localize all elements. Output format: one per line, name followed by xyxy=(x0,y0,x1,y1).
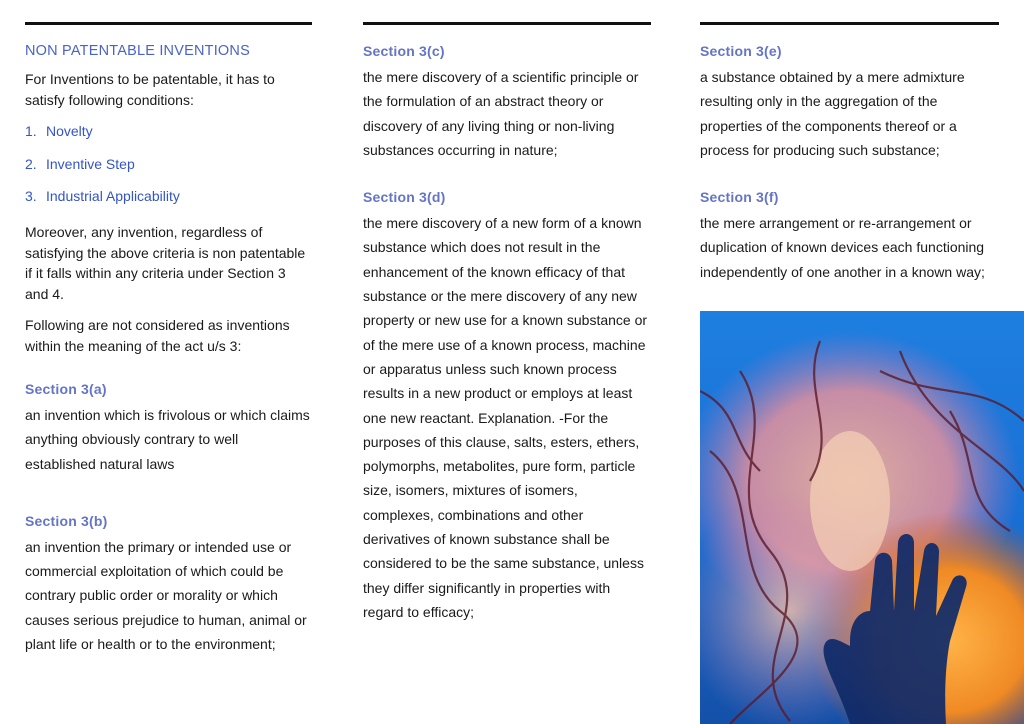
top-rule xyxy=(25,22,312,25)
column-1 xyxy=(25,22,312,656)
section-3d-text: the mere discovery of a new form of a known substance which does not result in the enhancement of the known efficacy of that substance or the mere discovery of any new property or new use for a known substance or of the mere use of a known process, machine or apparatus unless such known process results in a new product or employs at least one new reactant. Explanation. -For the purposes of this clause, salts, esters, ethers, polymorphs, metabolites, pure form, particle size, isomers, mixtures of isomers, complexes, combinations and other derivatives of known substance shall be considered to be the same substance, unless they differ significantly in properties with regard to efficacy; xyxy=(363,215,648,620)
section-3b-title: Section 3(b) xyxy=(25,512,108,529)
moreover-text: Moreover, any invention, regardless of satisfying the above criteria is non patentable if it falls within any criteria under Section 3 and 4. xyxy=(25,224,306,302)
section-3f-title: Section 3(f) xyxy=(700,189,779,206)
section-3c-text: the mere discovery of a scientific principle or the formulation of an abstract theory or discovery of any living thing or non-living substances occurring in nature; xyxy=(363,69,639,158)
section-3a-text: an invention which is frivolous or which claims anything obviously contrary to well established natural laws xyxy=(25,407,310,472)
section-3a-title: Section 3(a) xyxy=(25,381,107,397)
list-item: 2. Inventive Step xyxy=(25,155,135,172)
intro-text: For Inventions to be patentable, it has to satisfy following conditions: xyxy=(25,71,275,108)
top-rule xyxy=(700,22,999,25)
jellyfish-photo xyxy=(700,311,1024,724)
section-3c-title: Section 3(c) xyxy=(363,43,445,59)
page-title: NON PATENTABLE INVENTIONS xyxy=(25,43,250,59)
list-item: 3. Industrial Applicability xyxy=(25,188,180,204)
section-3e-text: a substance obtained by a mere admixture resulting only in the aggregation of the properties of the components thereof or a process for producing such substance; xyxy=(700,69,965,158)
top-rule xyxy=(363,22,651,25)
section-3e-title: Section 3(e) xyxy=(700,43,782,59)
conditions-list xyxy=(25,121,312,206)
column-2 xyxy=(363,22,651,624)
section-3f-text: the mere arrangement or re-arrangement or duplication of known devices each functioning independently of one another in a known way; xyxy=(700,215,985,280)
section-3b-text: an invention the primary or intended use or commercial exploitation of which could be contrary public order or morality or which causes serious prejudice to human, animal or plant life or health or to the environment; xyxy=(25,538,307,653)
section-3d-title: Section 3(d) xyxy=(363,189,446,206)
following-text: Following are not considered as inventions within the meaning of the act u/s 3: xyxy=(25,317,290,354)
column-3 xyxy=(700,22,999,284)
list-item: 1. Novelty xyxy=(25,123,93,139)
